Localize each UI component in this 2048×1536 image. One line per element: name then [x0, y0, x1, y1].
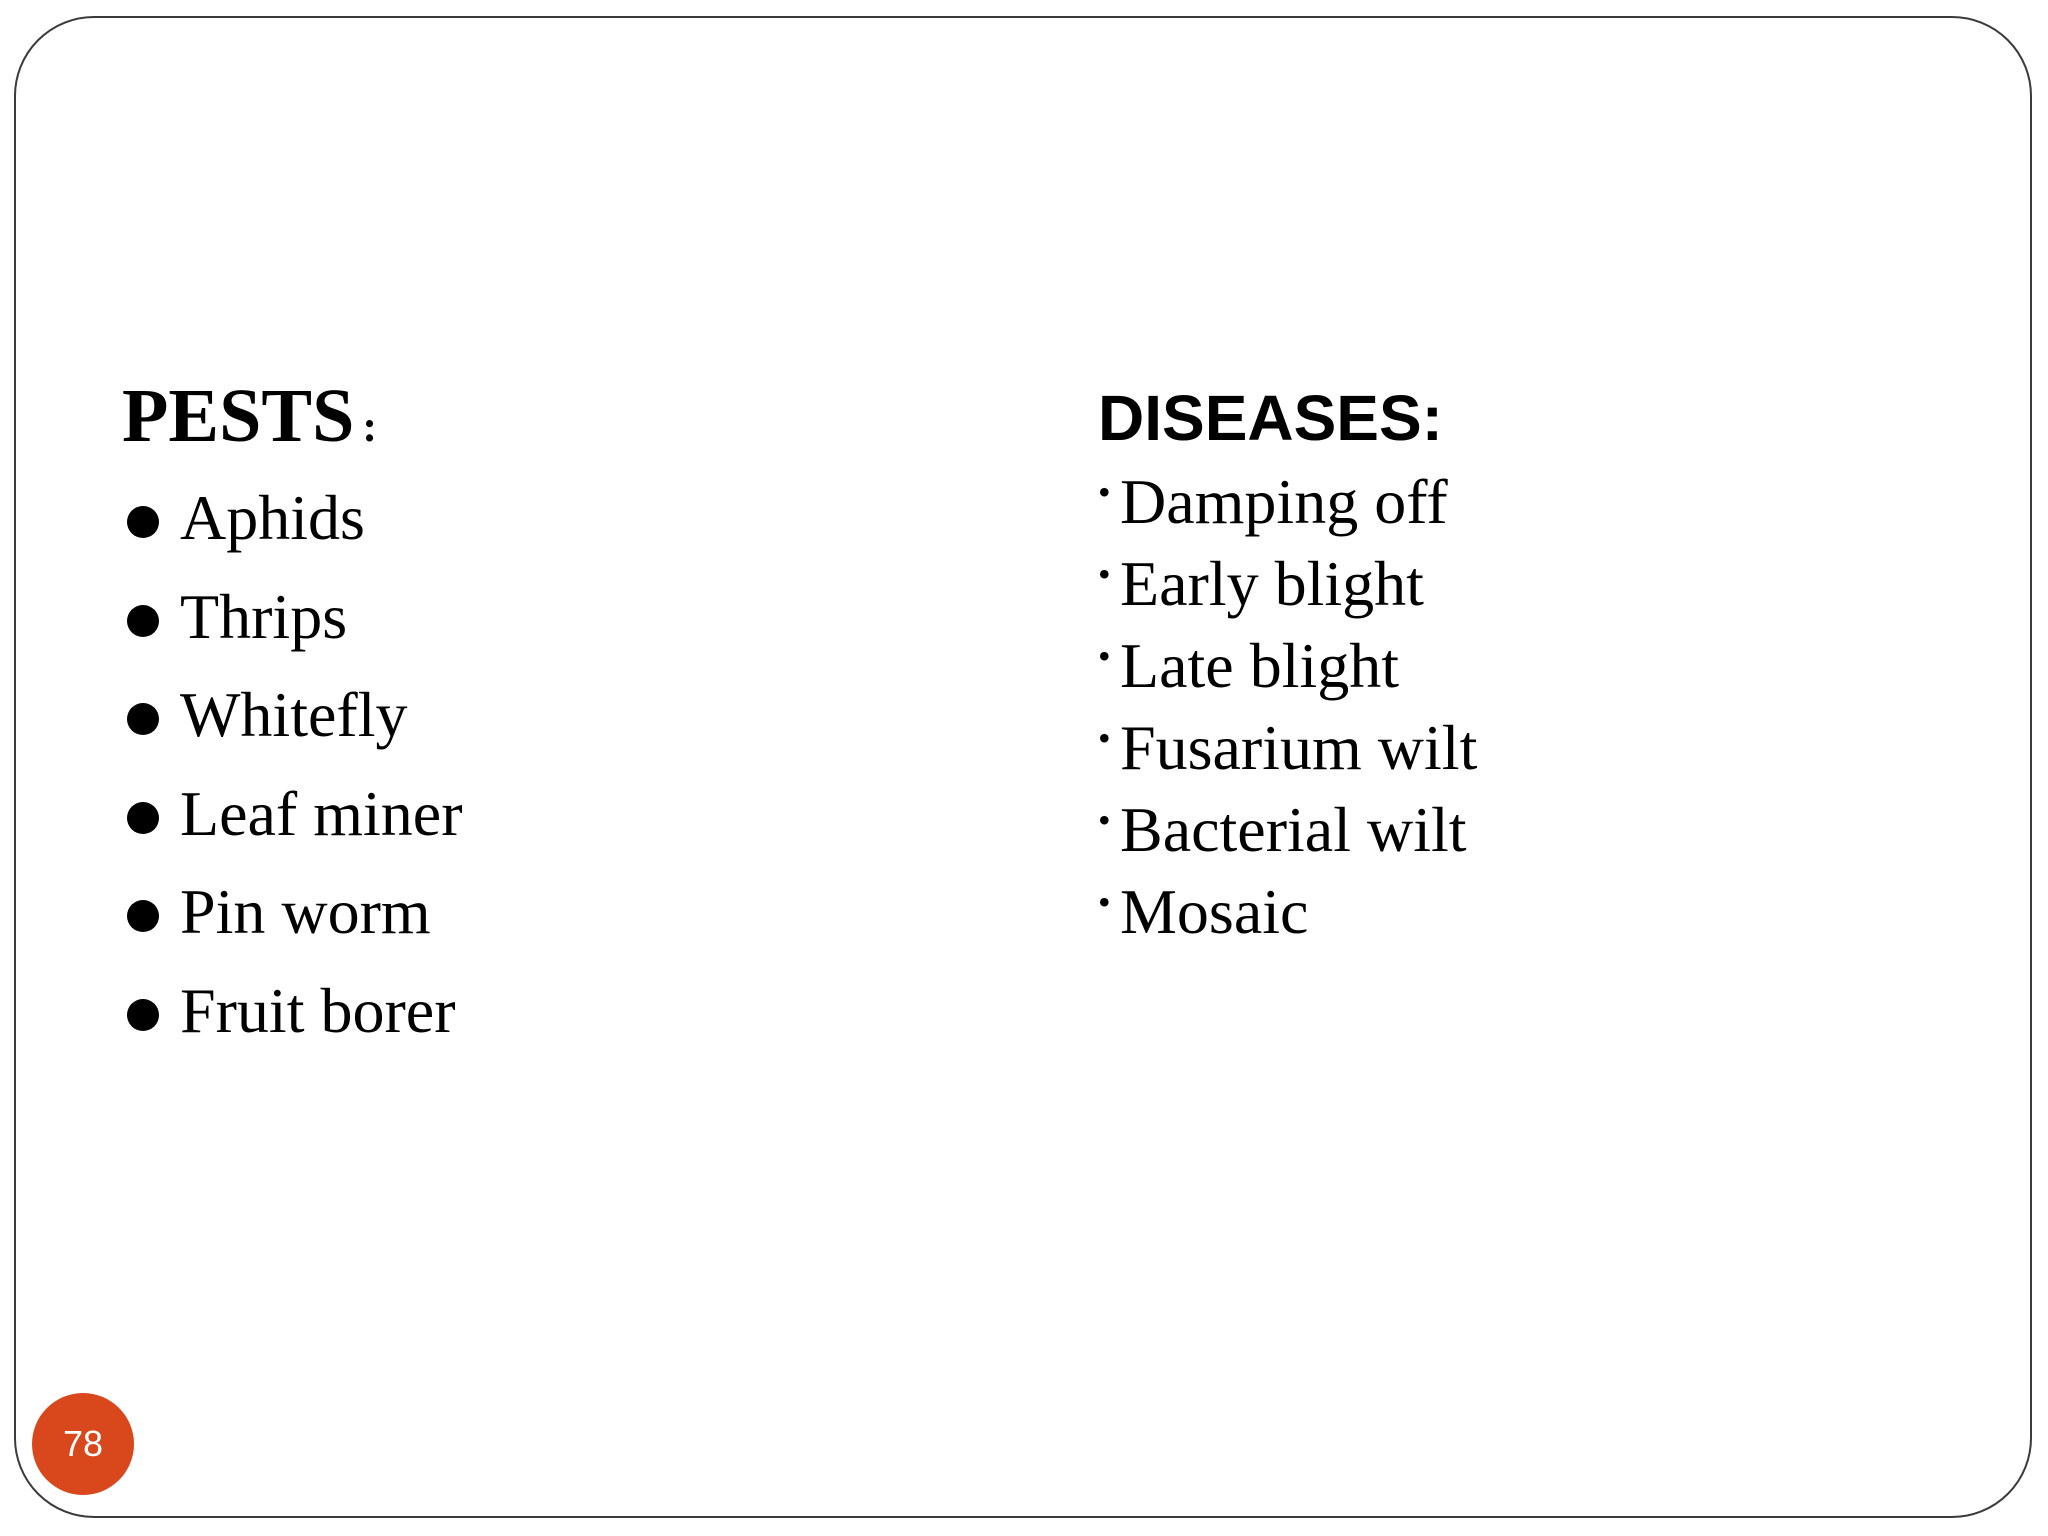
list-item — [122, 974, 456, 1078]
list-item — [1098, 466, 1477, 552]
bullet-icon: • — [1098, 554, 1111, 594]
list-item — [122, 777, 463, 881]
bullet-icon: • — [1098, 718, 1111, 758]
bullet-icon — [127, 605, 159, 637]
list-item — [122, 482, 377, 585]
list-item — [1098, 548, 1477, 634]
bullet-icon: • — [1098, 882, 1111, 922]
pests-title-colon: : — [362, 402, 377, 451]
bullet-icon: • — [1098, 800, 1111, 840]
pests-title: PESTS — [122, 374, 355, 458]
disease-item: Fusarium wilt — [1120, 712, 1478, 783]
pests-heading — [122, 374, 377, 458]
bullet-icon: • — [1098, 636, 1111, 676]
diseases-section — [1098, 382, 1478, 962]
diseases-heading: DISEASES: — [1098, 382, 1443, 454]
pests-list — [122, 482, 463, 1077]
list-item — [1098, 630, 1477, 716]
list-item — [122, 679, 408, 782]
page-number-badge — [32, 1393, 134, 1495]
list-item — [1098, 876, 1477, 962]
disease-item: Damping off — [1120, 466, 1448, 537]
bullet-icon — [127, 999, 159, 1031]
pest-item: Pin worm — [180, 876, 431, 947]
bullet-icon — [127, 506, 159, 538]
disease-item: Mosaic — [1120, 876, 1309, 947]
disease-item: Early blight — [1120, 548, 1424, 619]
list-item — [1098, 712, 1478, 798]
list-item — [122, 876, 431, 979]
pests-section — [122, 374, 463, 1077]
disease-item: Bacterial wilt — [1120, 794, 1467, 865]
disease-item: Late blight — [1120, 630, 1400, 701]
bullet-icon — [127, 802, 159, 834]
bullet-icon — [127, 703, 159, 735]
pest-item: Fruit borer — [180, 974, 456, 1046]
list-item — [122, 580, 377, 684]
pest-item: Aphids — [180, 482, 365, 553]
pest-item: Leaf miner — [180, 777, 463, 849]
pest-item: Thrips — [180, 580, 348, 652]
bullet-icon — [127, 900, 159, 932]
page-number: 78 — [62, 1423, 104, 1464]
pest-item: Whitefly — [180, 679, 408, 750]
list-item — [1098, 794, 1477, 880]
diseases-list — [1098, 466, 1478, 962]
bullet-icon: • — [1098, 472, 1111, 512]
